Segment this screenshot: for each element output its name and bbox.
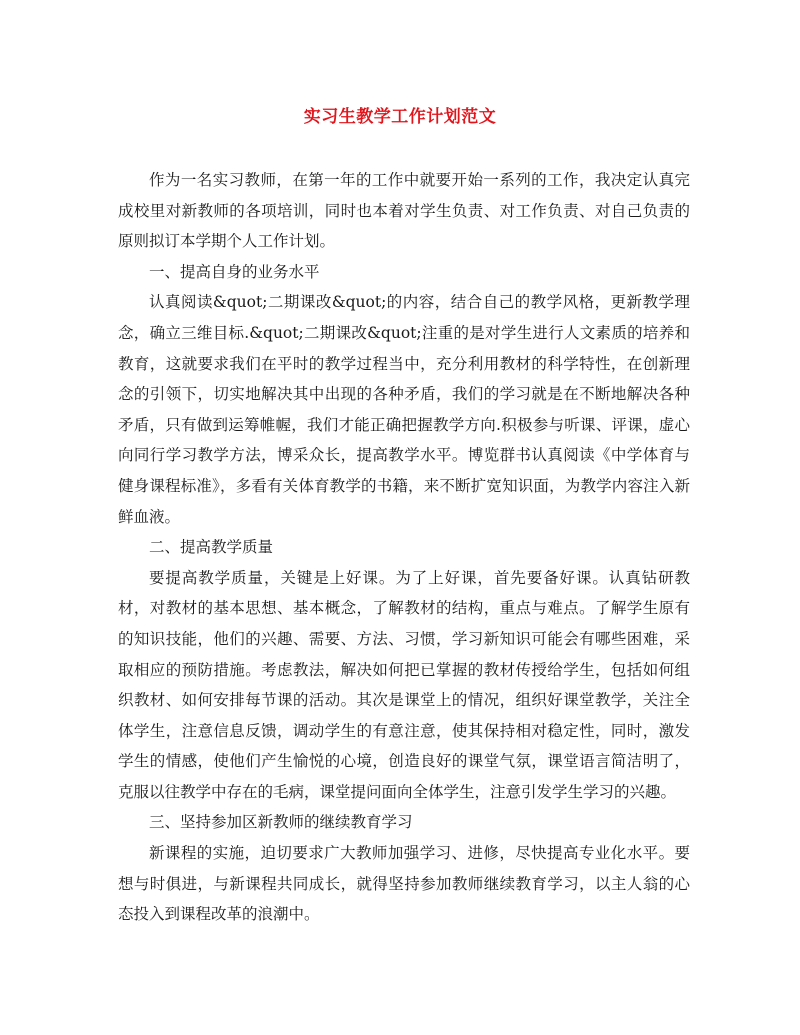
document-title: 实习生教学工作计划范文: [303, 107, 497, 127]
document-body: [118, 165, 690, 930]
section-heading-3: 三、坚持参加区新教师的继续教育学习: [149, 813, 413, 832]
section-heading-2: 二、提高教学质量: [149, 538, 274, 557]
section-paragraph-1: 认真阅读&quot;二期课改&quot;的内容，结合自己的教学风格，更新教学理念，确立三维目标.&quot;二期课改&quot;注重的是对学生进行人文素质的培养和教育，这就要求我们在平时的教学过程当中，充分利用教材的科学特性，在创新理念的引领下，切实地解决其中出现的各种矛盾，我们的学习就是在不断地解决各种矛盾，只有做到运筹帷幄，我们才能正确把握教学方向.积极参与听课、评课，虚心向同行学习教学方法，博采众长，提高教学水平。博览群书认真阅读《中学体育与健身课程标准》，多看有关体育教学的书籍，来不断扩宽知识面，为教学内容注入新鲜血液。: [118, 293, 690, 526]
section-heading-1: 一、提高自身的业务水平: [149, 262, 320, 281]
section-paragraph-3: 新课程的实施，迫切要求广大教师加强学习、进修，尽快提高专业化水平。要想与时俱进，与新课程共同成长，就得坚持参加教师继续教育学习，以主人翁的心态投入到课程改革的浪潮中。: [118, 844, 690, 924]
section-paragraph-2: 要提高教学质量，关键是上好课。为了上好课，首先要备好课。认真钻研教材，对教材的基本思想、基本概念，了解教材的结构，重点与难点。了解学生原有的知识技能，他们的兴趣、需要、方法、习惯，学习新知识可能会有哪些困难，采取相应的预防措施。考虑教法，解决如何把已掌握的教材传授给学生，包括如何组织教材、如何安排每节课的活动。其次是课堂上的情况，组织好课堂教学，关注全体学生，注意信息反馈，调动学生的有意注意，使其保持相对稳定性，同时，激发学生的情感，使他们产生愉悦的心境，创造良好的课堂气氛，课堂语言简洁明了，克服以往教学中存在的毛病，课堂提问面向全体学生，注意引发学生学习的兴趣。: [118, 568, 690, 801]
intro-paragraph: 作为一名实习教师，在第一年的工作中就要开始一系列的工作，我决定认真完成校里对新教师的各项培训，同时也本着对学生负责、对工作负责、对自己负责的原则拟订本学期个人工作计划。: [118, 171, 690, 251]
